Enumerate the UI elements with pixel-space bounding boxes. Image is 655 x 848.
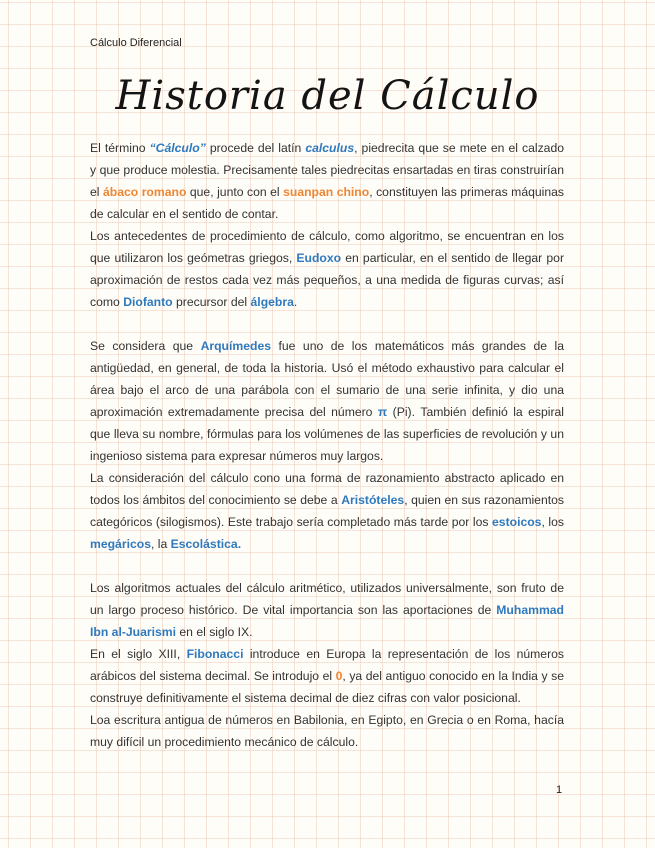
document-body — [90, 137, 564, 753]
term-juarismi: Muhammad Ibn al-Juarismi — [90, 603, 564, 639]
term-arquimedes: Arquímedes — [200, 339, 271, 353]
paragraph-arquimedes: Se considera que Arquímedes fue uno de los matemáticos más grandes de la antigüedad, en general, de toda la historia. Usó el método exhaustivo para calcular el área bajo el arco de una parábola con el sumario de una serie infinita, y dio una aproximación extremadamente precisa del número π (Pi). También definió la espiral que lleva su nombre, fórmulas para los volúmenes de las superficies de revolución y un ingenioso sistema para expresar números muy largos. — [90, 339, 564, 463]
term-eudoxo: Eudoxo — [296, 251, 342, 265]
page-number: 1 — [556, 784, 563, 796]
term-algebra: álgebra — [250, 295, 294, 309]
paragraph-escritura: Loa escritura antigua de números en Babilonia, en Egipto, en Grecia o en Roma, hacía muy difícil un procedimiento mecánico de cálculo. — [90, 713, 564, 749]
term-estoicos: estoicos — [492, 515, 542, 529]
paragraph-antecedentes: Los antecedentes de procedimiento de cálculo, como algoritmo, se encuentran en los que utilizaron los geómetras griegos, Eudoxo en particular, en el sentido de llegar por aproximación de restos cada vez más pequeños, a una medida de figuras curvas; así como Diofanto precursor del álgebra. — [90, 229, 564, 309]
term-pi: π — [377, 405, 388, 419]
term-escolastica: Escolástica. — [170, 537, 242, 551]
running-header: Cálculo Diferencial — [90, 37, 182, 49]
term-diofanto: Diofanto — [123, 295, 173, 309]
term-calculo: “Cálculo” — [149, 141, 206, 155]
paragraph-aristoteles: La consideración del cálculo cono una forma de razonamiento abstracto aplicado en todos los ámbitos del conocimiento se debe a Aristóteles, quien en sus razonamientos categóricos (silogismos). Este trabajo sería completado más tarde por los estoicos, los megáricos, la Escolástica. — [90, 471, 564, 551]
term-calculus: calculus — [305, 141, 355, 155]
paragraph-fibonacci: En el siglo XIII, Fibonacci introduce en Europa la representación de los números arábicos del sistema decimal. Se introdujo el 0, ya del antiguo conocido en la India y se construye definitivamente el sistema decimal de diez cifras con valor posicional. — [90, 647, 564, 705]
term-abaco-romano: ábaco romano — [102, 185, 187, 199]
term-megaricos: megáricos — [90, 537, 151, 551]
page-title: Historia del Cálculo — [115, 73, 540, 119]
term-cero: 0 — [335, 669, 343, 683]
term-fibonacci: Fibonacci — [186, 647, 244, 661]
term-aristoteles: Aristóteles — [341, 493, 405, 507]
term-suanpan-chino: suanpan chino — [283, 185, 370, 199]
paragraph-algoritmos: Los algoritmos actuales del cálculo aritmético, utilizados universalmente, son fruto de un largo proceso histórico. De vital importancia son las aportaciones de Muhammad Ibn al-Juarismi en el siglo IX. — [90, 581, 564, 639]
paragraph-etymology: El término “Cálculo” procede del latín calculus, piedrecita que se mete en el calzado y que produce molestia. Precisamente tales piedrecitas ensartadas en tiras construirían el ábaco romano que, junto con el suanpan chino, constituyen las primeras máquinas de calcular en el sentido de contar. — [90, 141, 565, 221]
